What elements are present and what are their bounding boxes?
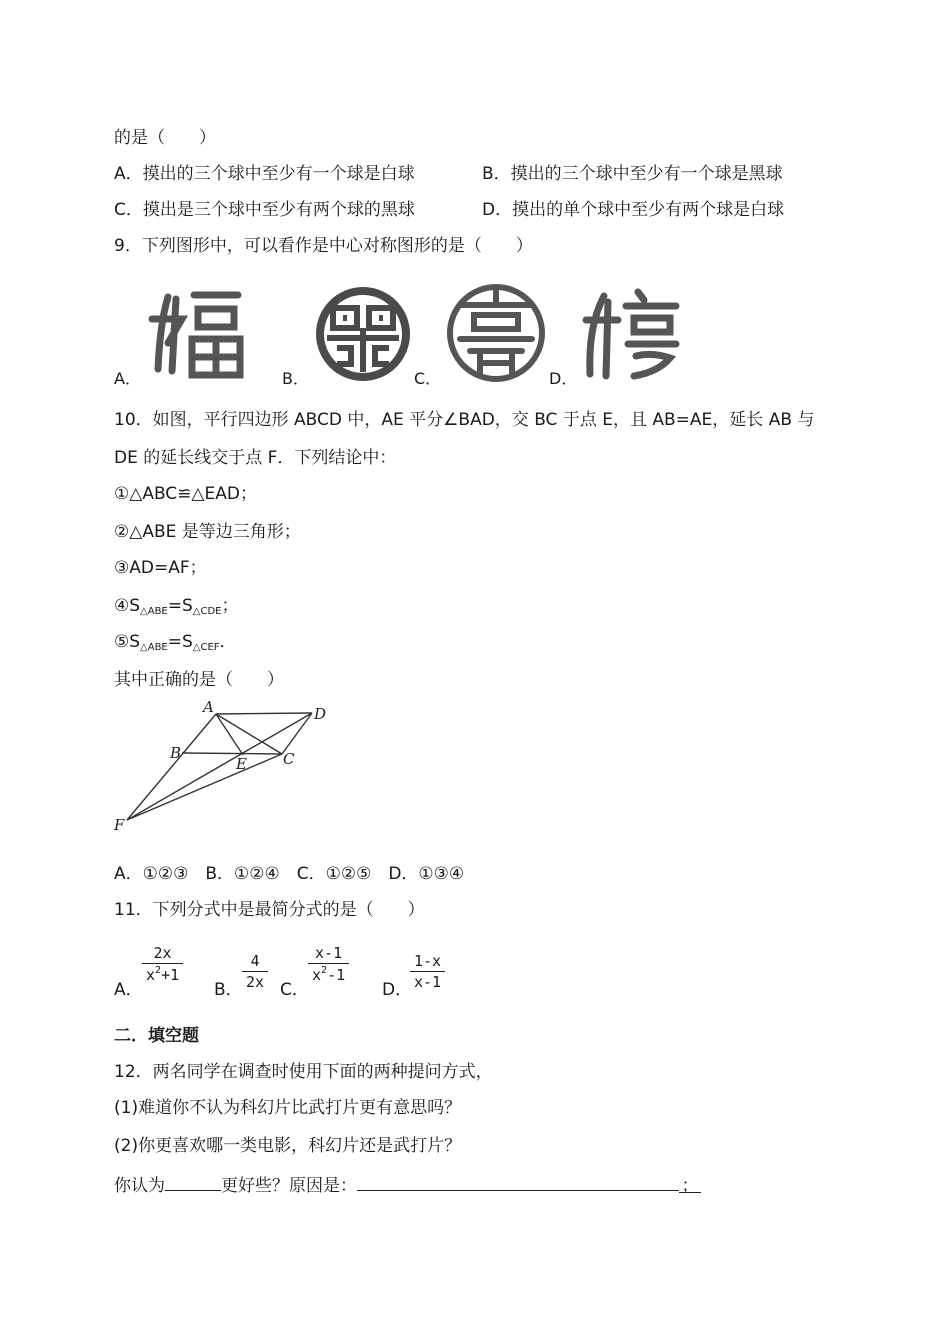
- segment-ad: [216, 713, 312, 714]
- segment-af: [127, 714, 216, 820]
- segment-ae: [216, 714, 243, 755]
- q10-options: A．①②③ B．①②④ C．①②⑤ D．①③④: [114, 864, 465, 884]
- q10-statement-2: ②△ABE 是等边三角形；: [114, 522, 301, 542]
- answer-blank-1[interactable]: [165, 1172, 221, 1191]
- answer-blank-2[interactable]: [357, 1172, 679, 1191]
- point-a-label: A: [203, 698, 214, 716]
- q11-label-a: A．: [114, 980, 143, 1000]
- q10-statement-4: $④S_{\triangle ABE}=S_{\triangle CDE}$；: [114, 596, 239, 617]
- point-d-label: D: [314, 705, 327, 723]
- q10-stem-line1: 10．如图，平行四边形 ABCD 中，AE 平分∠BAD，交 BC 于点 E，且 AB=AE，延长 AB 与: [114, 410, 815, 430]
- point-f-label: F: [114, 816, 125, 834]
- seal-b-icon: [311, 282, 415, 386]
- q11-label-b: B．: [214, 980, 243, 1000]
- q12-stem: 12．两名同学在调查时使用下面的两种提问方式，: [114, 1062, 493, 1082]
- segment-cb: [182, 753, 282, 754]
- q10-statement-5: $⑤S_{\triangle ABE}=S_{\triangle CEF}$．: [114, 632, 237, 653]
- q8-option-a: A．摸出的三个球中至少有一个球是白球: [114, 164, 415, 184]
- q11-stem: 11．下列分式中是最简分式的是（ ）: [114, 900, 425, 920]
- q11-fraction-d: 1-x x-1: [410, 952, 445, 991]
- point-e-label: E: [236, 755, 247, 773]
- seal-d-icon: [578, 282, 684, 384]
- q8-option-d: D．摸出的单个球中至少有两个球是白球: [482, 200, 785, 220]
- segment-dc: [282, 713, 312, 754]
- q9-label-b: B．: [282, 369, 309, 388]
- q11-fraction-c: x-1 $x^2-1$: [308, 944, 349, 984]
- q8-stem-tail: 的是（ ）: [114, 128, 216, 148]
- q10-ask: 其中正确的是（ ）: [114, 670, 284, 690]
- q11-fraction-b: 4 2x: [242, 952, 268, 991]
- q9-stem: 9．下列图形中，可以看作是中心对称图形的是（ ）: [114, 236, 533, 256]
- segment-ac: [216, 714, 282, 754]
- q8-option-b: B．摸出的三个球中至少有一个球是黑球: [482, 164, 783, 184]
- point-c-label: C: [283, 750, 295, 768]
- q12-answer-line: [114, 1172, 701, 1198]
- segment-cf: [127, 754, 282, 820]
- q9-label-a: A．: [114, 369, 141, 388]
- q12-prompt-1: (1)难道你不认为科幻片比武打片更有意思吗？: [114, 1098, 462, 1118]
- q8-option-c: C．摸出是三个球中至少有两个球的黑球: [114, 200, 415, 220]
- q11-label-c: C．: [280, 980, 309, 1000]
- q9-label-d: D．: [549, 369, 578, 388]
- parallelogram-figure: [100, 694, 340, 838]
- q12-answer-prefix: 你认为: [114, 1176, 165, 1196]
- q10-statement-1: ①△ABC≌△EAD；: [114, 484, 257, 504]
- seal-a-icon: [146, 283, 250, 383]
- q12-answer-end: ；: [679, 1174, 701, 1193]
- q10-stem-line2: DE 的延长线交于点 F．下列结论中：: [114, 448, 397, 468]
- seal-c-icon: [444, 283, 548, 383]
- q11-fraction-a: 2x $x^2+1$: [142, 944, 183, 984]
- q10-statement-3: ③AD=AF；: [114, 558, 207, 578]
- point-b-label: B: [170, 744, 182, 762]
- q11-label-d: D．: [382, 980, 413, 1000]
- q12-answer-middle: 更好些？原因是：: [221, 1176, 357, 1196]
- q12-prompt-2: (2)你更喜欢哪一类电影，科幻片还是武打片？: [114, 1136, 462, 1156]
- q9-label-c: C．: [414, 369, 442, 388]
- section-title: 二．填空题: [114, 1026, 199, 1046]
